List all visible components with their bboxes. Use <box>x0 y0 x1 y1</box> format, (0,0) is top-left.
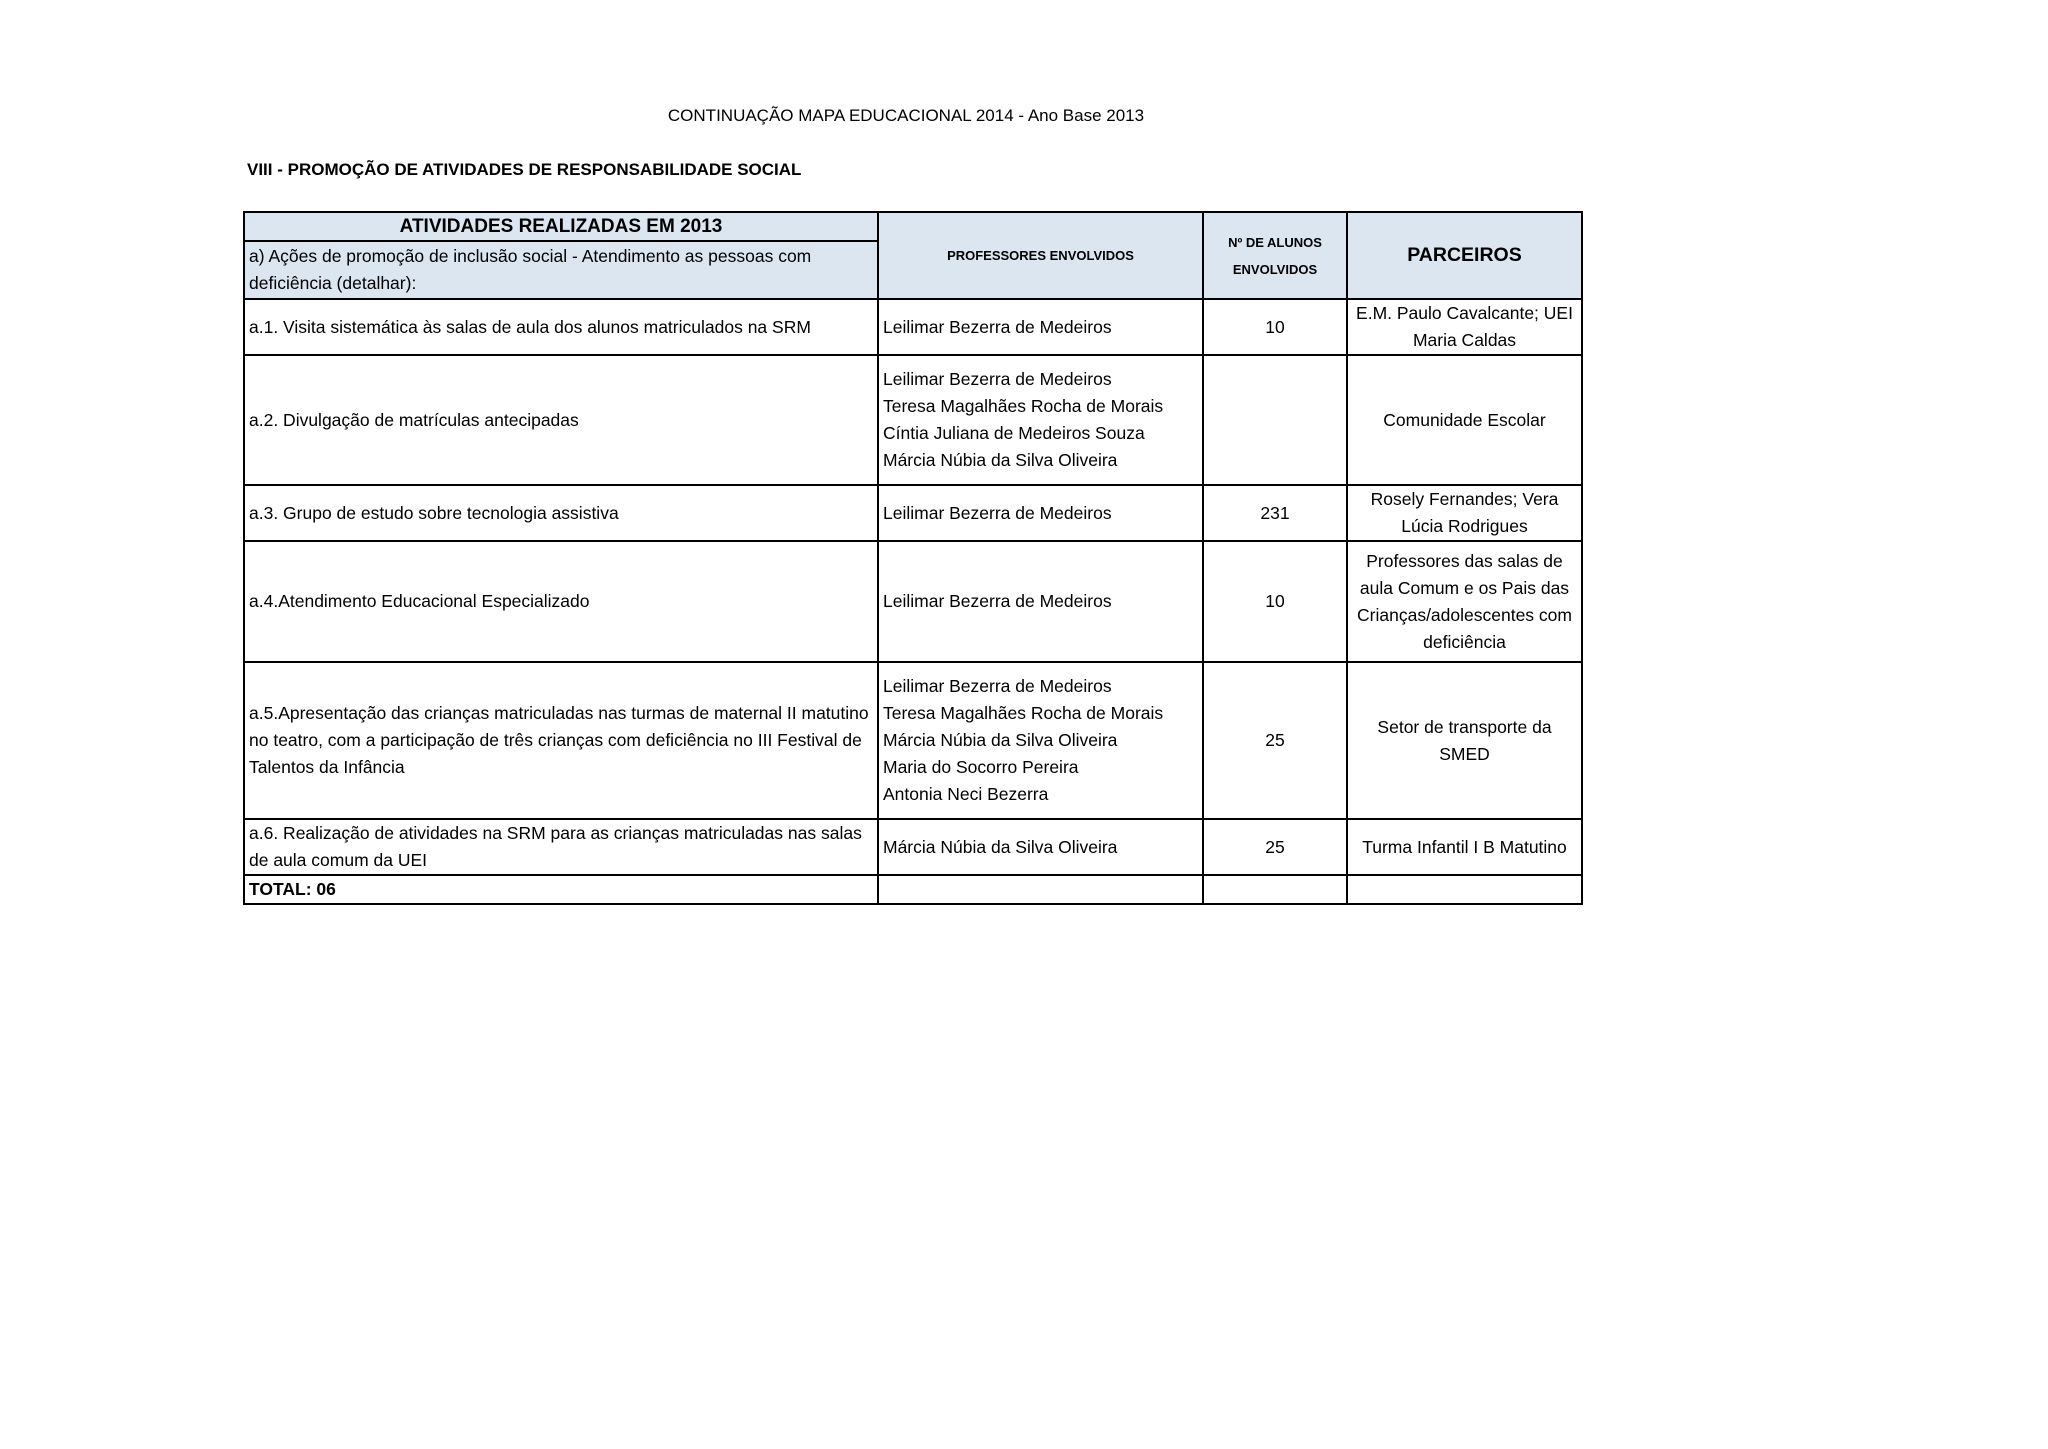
table-row <box>244 541 1582 662</box>
total-partners-cell <box>1347 875 1582 904</box>
teachers-cell <box>878 541 1203 662</box>
teacher-name: Leilimar Bezerra de Medeiros <box>883 591 1112 611</box>
activity-cell: a.3. Grupo de estudo sobre tecnologia assistiva <box>244 485 878 541</box>
students-cell <box>1203 355 1347 485</box>
table-row <box>244 355 1582 485</box>
teacher-name: Leilimar Bezerra de Medeiros <box>883 316 1112 337</box>
header-students-line1: Nº DE ALUNOS <box>1228 234 1322 250</box>
header-activities-subtitle: a) Ações de promoção de inclusão social - Atendimento as pessoas com deficiência (detalhar): <box>244 241 878 299</box>
activity-cell: a.4.Atendimento Educacional Especializado <box>244 541 878 662</box>
teacher-name: Teresa Magalhães Rocha de Morais <box>883 703 1164 723</box>
partners-cell: Professores das salas de aula Comum e os Pais das Crianças/adolescentes com deficiência <box>1347 541 1582 662</box>
header-partners: PARCEIROS <box>1347 212 1582 299</box>
table-row <box>244 662 1582 819</box>
activity-cell: a.1. Visita sistemática às salas de aula dos alunos matriculados na SRM <box>244 299 878 355</box>
total-students-cell <box>1203 875 1347 904</box>
total-label: TOTAL: 06 <box>244 875 878 904</box>
students-cell: 231 <box>1203 485 1347 541</box>
teacher-name: Leilimar Bezerra de Medeiros <box>883 369 1112 389</box>
teacher-name: Leilimar Bezerra de Medeiros <box>883 502 1112 523</box>
activity-cell: a.5.Apresentação das crianças matriculadas nas turmas de maternal II matutino no teatro, com a participação de três crianças com deficiência no III Festival de Talentos da Infância <box>244 662 878 819</box>
table-row <box>244 299 1582 355</box>
teachers-cell <box>878 819 1203 875</box>
partners-cell: E.M. Paulo Cavalcante; UEI Maria Caldas <box>1347 299 1582 355</box>
partners-cell: Turma Infantil I B Matutino <box>1347 819 1582 875</box>
teachers-cell <box>878 299 1203 355</box>
table-row <box>244 819 1582 875</box>
header-activities: ATIVIDADES REALIZADAS EM 2013 <box>244 212 878 241</box>
students-cell: 10 <box>1203 299 1347 355</box>
teachers-cell <box>878 662 1203 819</box>
header-teachers: PROFESSORES ENVOLVIDOS <box>878 212 1203 299</box>
activity-cell: a.6. Realização de atividades na SRM para as crianças matriculadas nas salas de aula comum da UEI <box>244 819 878 875</box>
total-teachers-cell <box>878 875 1203 904</box>
teacher-name: Márcia Núbia da Silva Oliveira <box>883 730 1118 750</box>
document-title: CONTINUAÇÃO MAPA EDUCACIONAL 2014 - Ano Base 2013 <box>667 106 1145 125</box>
section-heading: VIII - PROMOÇÃO DE ATIVIDADES DE RESPONSABILIDADE SOCIAL <box>247 160 802 179</box>
partners-cell: Setor de transporte da SMED <box>1347 662 1582 819</box>
teachers-cell <box>878 355 1203 485</box>
activities-table <box>243 211 1583 905</box>
table-row <box>244 485 1582 541</box>
activity-cell: a.2. Divulgação de matrículas antecipadas <box>244 355 878 485</box>
header-students <box>1203 212 1347 299</box>
partners-cell: Comunidade Escolar <box>1347 355 1582 485</box>
teacher-name: Márcia Núbia da Silva Oliveira <box>883 836 1118 857</box>
teachers-cell <box>878 485 1203 541</box>
teacher-name: Maria do Socorro Pereira <box>883 757 1079 777</box>
students-cell: 25 <box>1203 662 1347 819</box>
students-cell: 10 <box>1203 541 1347 662</box>
teacher-name: Cíntia Juliana de Medeiros Souza <box>883 423 1145 443</box>
students-cell: 25 <box>1203 819 1347 875</box>
total-row <box>244 875 1582 904</box>
header-students-line2: ENVOLVIDOS <box>1232 261 1318 277</box>
teacher-name: Márcia Núbia da Silva Oliveira <box>883 450 1118 470</box>
teacher-name: Antonia Neci Bezerra <box>883 784 1049 804</box>
teacher-name: Teresa Magalhães Rocha de Morais <box>883 396 1164 416</box>
teacher-name: Leilimar Bezerra de Medeiros <box>883 676 1112 696</box>
partners-cell: Rosely Fernandes; Vera Lúcia Rodrigues <box>1347 485 1582 541</box>
